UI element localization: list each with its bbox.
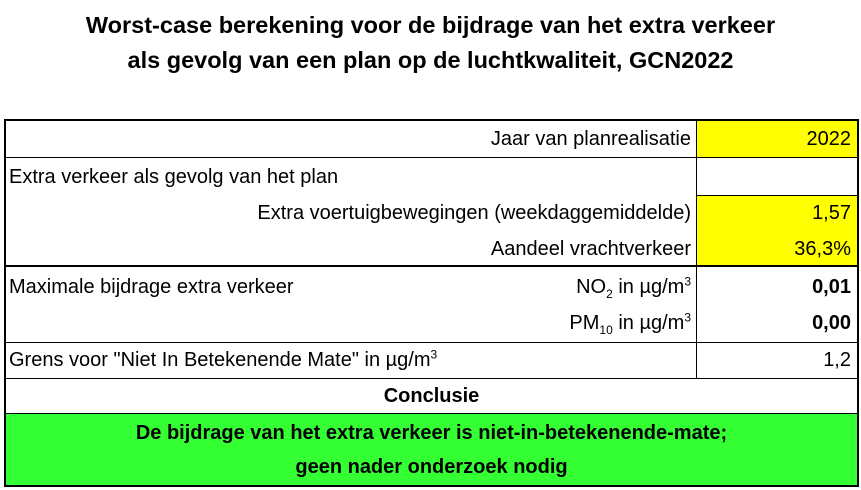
title-line-1: Worst-case berekening voor de bijdrage van het extra verkeer (85, 12, 776, 38)
value-no2: 0,01 (812, 276, 851, 298)
label-no2: $NO_2$ in $\mu g/m^3$ (576, 274, 691, 301)
conclusie-line-1: De bijdrage van het extra verkeer is niet-in-betekenende-mate; (135, 422, 728, 444)
label-grens: Grens voor "Niet In Betekenende Mate" in $\mu g/m^3$ (9, 347, 438, 371)
label-maximale-bijdrage: Maximale bijdrage extra verkeer (9, 276, 294, 298)
label-vrachtverkeer: Aandeel vrachtverkeer (490, 238, 691, 260)
conclusie-line-2: geen nader onderzoek nodig (295, 456, 568, 478)
calculation-table (4, 119, 859, 487)
label-extra-verkeer: Extra verkeer als gevolg van het plan (9, 166, 339, 188)
label-jaar: Jaar van planrealisatie (490, 128, 691, 150)
conclusie-heading: Conclusie (383, 385, 480, 407)
page-title (0, 8, 861, 78)
value-grens: 1,2 (823, 349, 851, 371)
label-voertuigbewegingen: Extra voertuigbewegingen (weekdaggemiddelde) (257, 202, 691, 224)
title-line-2: als gevolg van een plan op de luchtkwaliteit, GCN2022 (127, 47, 734, 73)
value-jaar: 2022 (806, 128, 851, 150)
value-pm10: 0,00 (812, 312, 851, 334)
conclusie-box (6, 414, 857, 485)
label-pm10: $PM_{10}$ in $\mu g/m^3$ (569, 310, 691, 337)
value-voertuigbewegingen: 1,57 (812, 202, 851, 224)
value-vrachtverkeer: 36,3% (794, 238, 851, 260)
